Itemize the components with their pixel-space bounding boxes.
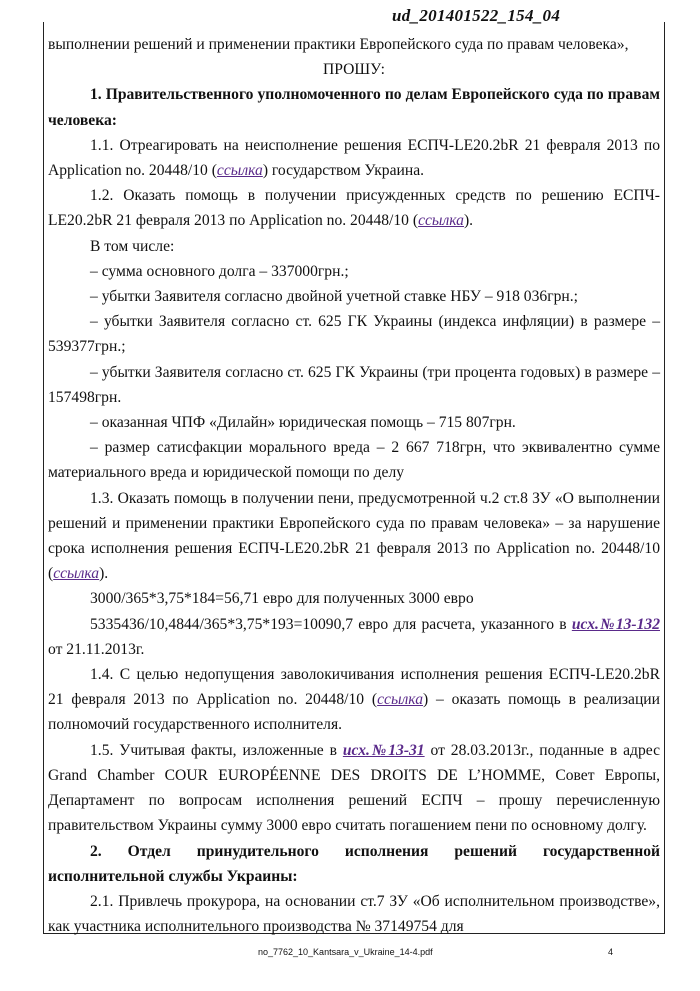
including-label: В том числе: (90, 237, 175, 255)
link[interactable]: ссылка (53, 565, 100, 583)
document-id: ud_201401522_154_04 (392, 6, 561, 25)
paragraph-1-4: 1.4. С целью недопущения заволокичивания исполнения решения ЕСПЧ-LE20.2bR 21 февраля 2013 по Application no. 20448/10 (ссылка) – оказать помощь в реализации полномочий государственного исполнителя. (48, 666, 660, 734)
paragraph-1-2: 1.2. Оказать помощь в получении присужденных средств по решению ЕСПЧ-LE20.2bR 21 февраля 2013 по Application no. 20448/10 (ссылка). (48, 187, 660, 230)
section-1-title: 1. Правительственного уполномоченного по делам Европейского суда по правам человека: (48, 86, 660, 129)
link[interactable]: исх.№13-132 (571, 615, 660, 633)
list-item: – оказанная ЧПФ «Дилайн» юридическая помощь – 715 807грн. (90, 414, 516, 432)
calculation-line: 3000/365*3,75*184=56,71 евро для полученных 3000 евро (90, 590, 474, 608)
paragraph-1-5: 1.5. Учитывая факты, изложенные в исх.№13-31 от 28.03.2013г., поданные в адрес Grand Chamber COUR EUROPÉENNE DES DROITS DE L’HOMME, Совет Европы, Департамент по вопросам исполнения решений ЕСПЧ – прошу перечисленную правительством Украины сумму 3000 евро считать погашением пени по основному долгу. (48, 741, 660, 835)
calculation-line: 5335436/10,4844/365*3,75*193=10090,7 евро для расчета, указанного в исх.№13-132 от 21.11.2013г. (48, 615, 660, 658)
list-item: – убытки Заявителя согласно ст. 625 ГК Украины (три процента годовых) в размере – 157498грн. (48, 363, 660, 406)
link[interactable]: ссылка (418, 212, 464, 230)
list-item: – убытки Заявителя согласно двойной учетной ставке НБУ – 918 036грн.; (90, 288, 578, 306)
list-item: – размер сатисфакции морального вреда – 2 667 718грн, что эквивалентно сумме материального вреда и юридической помощи по делу (48, 439, 660, 482)
footer-filename: no_7762_10_Kantsara_v_Ukraine_14-4.pdf (258, 947, 433, 957)
link[interactable]: ссылка (216, 162, 263, 180)
section-2-title: 2. Отдел принудительного исполнения решений государственной исполнительной службы Украины: (48, 842, 660, 885)
list-item: – убытки Заявителя согласно ст. 625 ГК Украины (индекса инфляции) в размере – 539377грн.; (48, 313, 660, 356)
paragraph-2-1: 2.1. Привлечь прокурора, на основании ст.7 ЗУ «Об исполнительном производстве», как участника исполнительного производства № 37149754 для (48, 892, 660, 936)
link[interactable]: исх.№13-31 (342, 741, 425, 759)
document-body (48, 32, 660, 939)
request-heading: ПРОШУ: (323, 61, 385, 79)
page-number: 4 (608, 947, 614, 957)
paragraph-1-3: 1.3. Оказать помощь в получении пени, предусмотренной ч.2 ст.8 ЗУ «О выполнении решений и применении практики Европейского суда по правам человека» – за нарушение срока исполнения решения ЕСПЧ-LE20.2bR 21 февраля 2013 по Application no. 20448/10 (ссылка). (48, 489, 660, 583)
list-item: – сумма основного долга – 337000грн.; (90, 262, 349, 280)
text-line: выполнении решений и применении практики Европейского суда по правам человека», (48, 36, 629, 53)
link[interactable]: ссылка (377, 691, 424, 709)
paragraph-1-1: 1.1. Отреагировать на неисполнение решения ЕСПЧ-LE20.2bR 21 февраля 2013 по Application no. 20448/10 (ссылка) государством Украина. (48, 136, 660, 180)
